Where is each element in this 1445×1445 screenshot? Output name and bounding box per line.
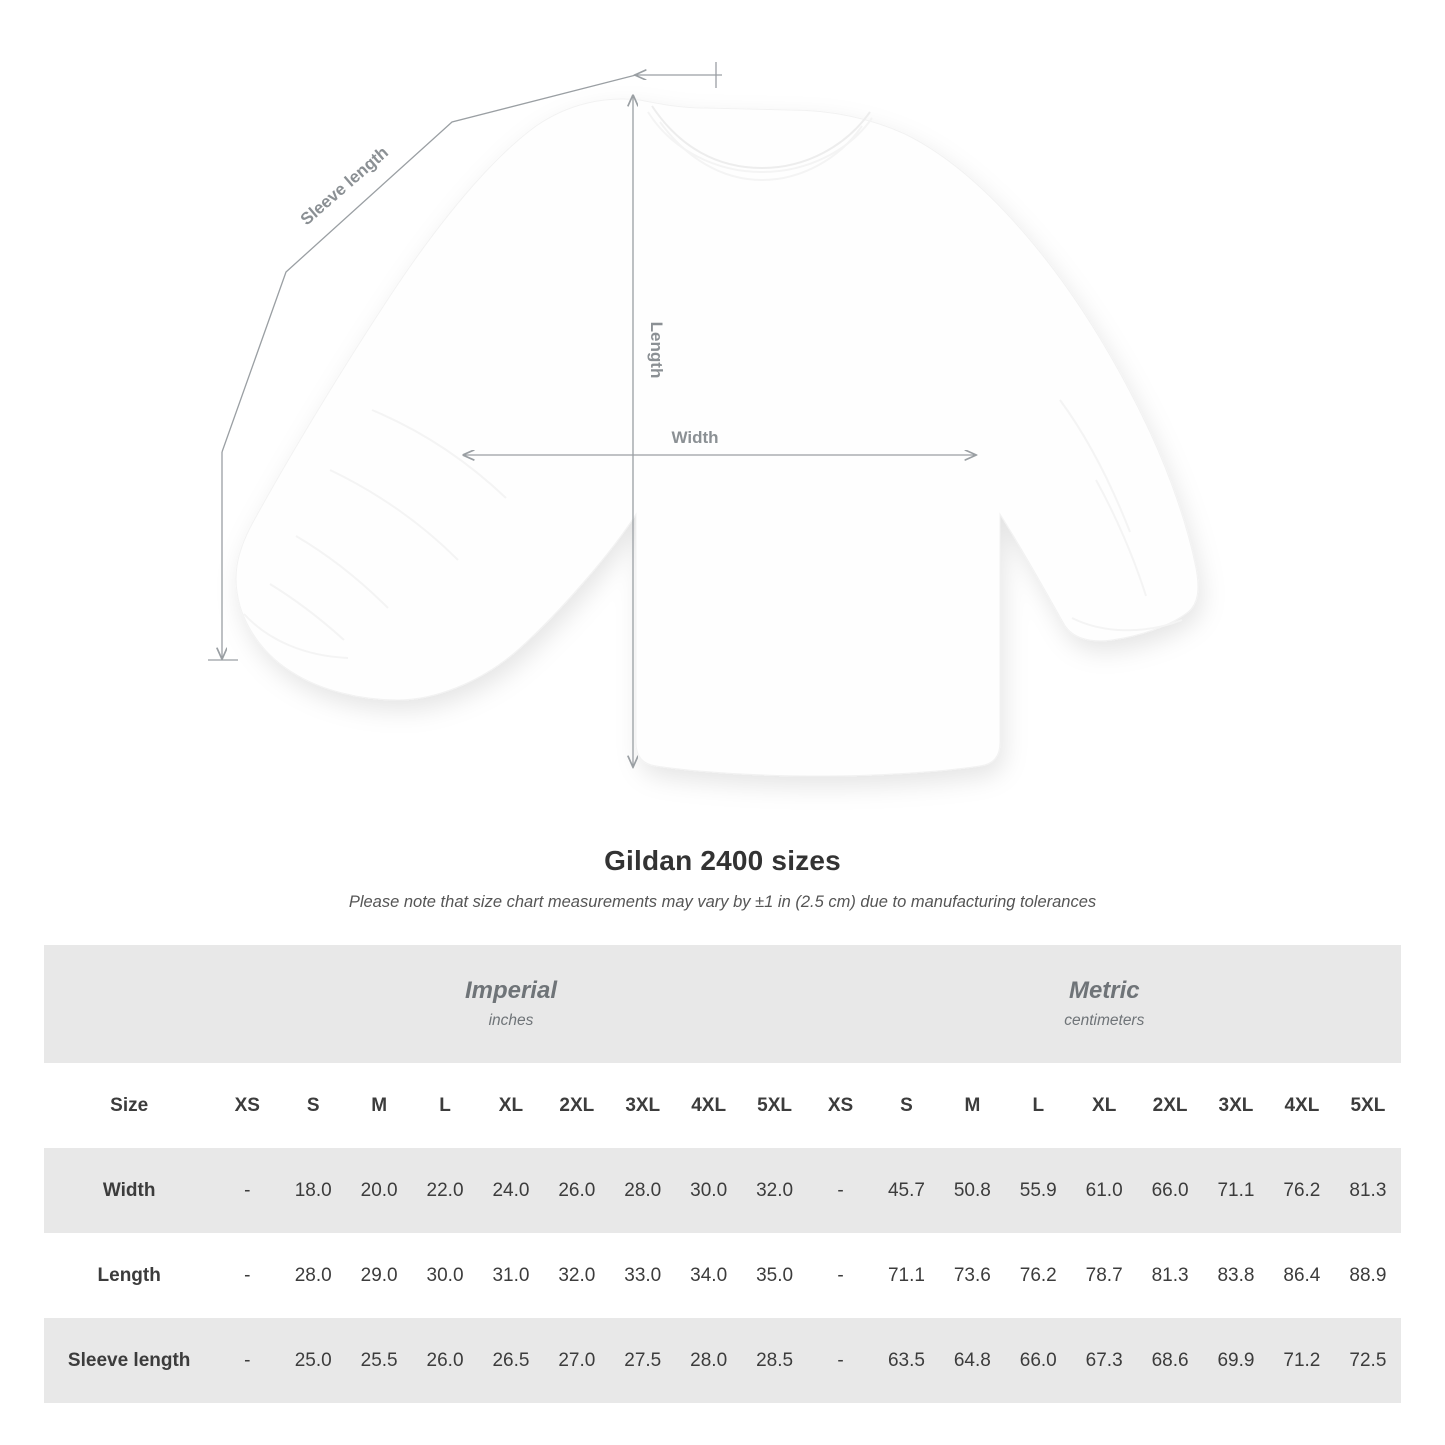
size-header-metric-5xl: 5XL: [1335, 1063, 1401, 1148]
cell-sleeve-in-xl: 26.5: [478, 1318, 544, 1403]
cell-sleeve-cm-xl: 67.3: [1071, 1318, 1137, 1403]
width-label: Width: [671, 428, 719, 447]
cell-sleeve-in-xs: -: [214, 1318, 280, 1403]
cell-width-cm-4xl: 76.2: [1269, 1148, 1335, 1233]
cell-length-cm-5xl: 88.9: [1335, 1233, 1401, 1318]
size-header-imperial-l: L: [412, 1063, 478, 1148]
size-header-metric-2xl: 2XL: [1137, 1063, 1203, 1148]
cell-length-cm-xl: 78.7: [1071, 1233, 1137, 1318]
cell-length-cm-3xl: 83.8: [1203, 1233, 1269, 1318]
unit-group-metric-name: Metric: [1068, 977, 1140, 1005]
size-header-imperial-xs: XS: [214, 1063, 280, 1148]
unit-group-imperial-name: Imperial: [464, 977, 557, 1005]
cell-width-cm-3xl: 71.1: [1203, 1148, 1269, 1233]
page-title: Gildan 2400 sizes: [604, 845, 841, 876]
table-row: [44, 1148, 1401, 1233]
cell-sleeve-cm-2xl: 68.6: [1137, 1318, 1203, 1403]
size-header-imperial-4xl: 4XL: [676, 1063, 742, 1148]
size-header-metric-l: L: [1005, 1063, 1071, 1148]
cell-width-cm-5xl: 81.3: [1335, 1148, 1401, 1233]
cell-sleeve-cm-m: 64.8: [939, 1318, 1005, 1403]
cell-length-cm-xs: -: [808, 1233, 874, 1318]
cell-sleeve-cm-s: 63.5: [874, 1318, 940, 1403]
cell-length-in-l: 30.0: [412, 1233, 478, 1318]
row-label-sleeve-length: Sleeve length: [44, 1318, 214, 1403]
cell-length-in-5xl: 35.0: [742, 1233, 808, 1318]
cell-length-in-m: 29.0: [346, 1233, 412, 1318]
cell-length-cm-4xl: 86.4: [1269, 1233, 1335, 1318]
size-header-metric-4xl: 4XL: [1269, 1063, 1335, 1148]
cell-width-cm-m: 50.8: [939, 1148, 1005, 1233]
cell-width-cm-2xl: 66.0: [1137, 1148, 1203, 1233]
unit-group-metric: [808, 945, 1401, 1063]
cell-length-cm-l: 76.2: [1005, 1233, 1071, 1318]
cell-length-in-xs: -: [214, 1233, 280, 1318]
size-header-imperial-xl: XL: [478, 1063, 544, 1148]
cell-length-in-4xl: 34.0: [676, 1233, 742, 1318]
size-table: [44, 945, 1401, 1403]
cell-length-in-2xl: 32.0: [544, 1233, 610, 1318]
cell-width-cm-s: 45.7: [874, 1148, 940, 1233]
cell-sleeve-cm-xs: -: [808, 1318, 874, 1403]
cell-sleeve-cm-l: 66.0: [1005, 1318, 1071, 1403]
cell-sleeve-in-l: 26.0: [412, 1318, 478, 1403]
cell-sleeve-cm-4xl: 71.2: [1269, 1318, 1335, 1403]
sleeve-length-label: Sleeve length: [296, 142, 392, 229]
cell-length-in-xl: 31.0: [478, 1233, 544, 1318]
table-row: [44, 1233, 1401, 1318]
cell-sleeve-in-5xl: 28.5: [742, 1318, 808, 1403]
size-header-metric-3xl: 3XL: [1203, 1063, 1269, 1148]
cell-sleeve-in-m: 25.5: [346, 1318, 412, 1403]
cell-width-in-s: 18.0: [280, 1148, 346, 1233]
unit-banner-blank: [44, 945, 214, 1063]
cell-length-cm-2xl: 81.3: [1137, 1233, 1203, 1318]
cell-length-in-3xl: 33.0: [610, 1233, 676, 1318]
unit-group-metric-sub: centimeters: [1064, 1011, 1145, 1029]
cell-width-in-xl: 24.0: [478, 1148, 544, 1233]
size-header-metric-xl: XL: [1071, 1063, 1137, 1148]
cell-sleeve-in-2xl: 27.0: [544, 1318, 610, 1403]
cell-width-in-l: 22.0: [412, 1148, 478, 1233]
cell-sleeve-in-s: 25.0: [280, 1318, 346, 1403]
row-label-width: Width: [44, 1148, 214, 1233]
cell-width-in-4xl: 30.0: [676, 1148, 742, 1233]
size-header-label: Size: [44, 1063, 214, 1148]
size-header-imperial-3xl: 3XL: [610, 1063, 676, 1148]
cell-sleeve-cm-3xl: 69.9: [1203, 1318, 1269, 1403]
size-header-metric-m: M: [939, 1063, 1005, 1148]
row-label-length: Length: [44, 1233, 214, 1318]
cell-sleeve-cm-5xl: 72.5: [1335, 1318, 1401, 1403]
cell-width-cm-l: 55.9: [1005, 1148, 1071, 1233]
tolerance-note: Please note that size chart measurements may vary by ±1 in (2.5 cm) due to manufacturing tolerances: [348, 893, 1097, 911]
cell-width-cm-xl: 61.0: [1071, 1148, 1137, 1233]
cell-sleeve-in-3xl: 27.5: [610, 1318, 676, 1403]
size-header-imperial-5xl: 5XL: [742, 1063, 808, 1148]
size-header-imperial-2xl: 2XL: [544, 1063, 610, 1148]
size-header-imperial-s: S: [280, 1063, 346, 1148]
cell-length-cm-s: 71.1: [874, 1233, 940, 1318]
cell-length-in-s: 28.0: [280, 1233, 346, 1318]
cell-sleeve-in-4xl: 28.0: [676, 1318, 742, 1403]
size-header-row: [44, 1063, 1401, 1148]
size-header-imperial-m: M: [346, 1063, 412, 1148]
size-header-metric-s: S: [874, 1063, 940, 1148]
table-row: [44, 1318, 1401, 1403]
length-label: Length: [647, 321, 666, 379]
unit-group-imperial: [214, 945, 807, 1063]
cell-width-cm-xs: -: [808, 1148, 874, 1233]
size-table-wrap: [44, 945, 1401, 1403]
unit-group-imperial-sub: inches: [488, 1011, 534, 1029]
cell-width-in-xs: -: [214, 1148, 280, 1233]
unit-banner-row: [44, 945, 1401, 1063]
cell-width-in-m: 20.0: [346, 1148, 412, 1233]
cell-length-cm-m: 73.6: [939, 1233, 1005, 1318]
cell-width-in-3xl: 28.0: [610, 1148, 676, 1233]
size-header-metric-xs: XS: [808, 1063, 874, 1148]
cell-width-in-5xl: 32.0: [742, 1148, 808, 1233]
cell-width-in-2xl: 26.0: [544, 1148, 610, 1233]
